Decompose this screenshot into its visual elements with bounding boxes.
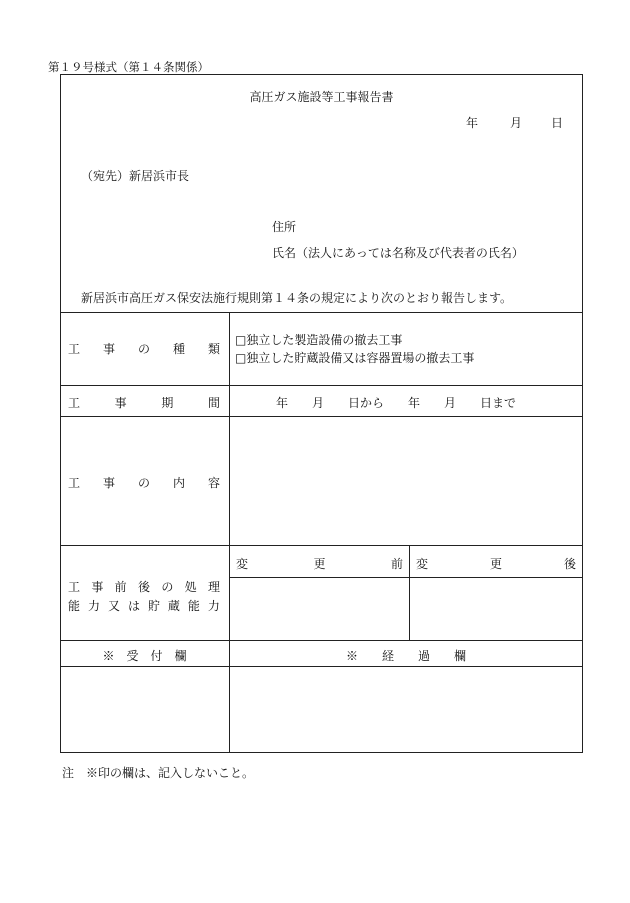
frame-bottom [60, 752, 583, 753]
frame-top [60, 74, 583, 75]
label-char: 後 [137, 580, 150, 594]
label-char: 事 [102, 342, 115, 356]
label-char: 事 [114, 396, 127, 410]
label-char: 間 [207, 396, 220, 410]
label-char: 容 [207, 476, 220, 490]
label-char: 工 [68, 396, 81, 410]
date-year: 年 [466, 116, 479, 130]
label-char: 種 [172, 342, 185, 356]
capacity-before-field[interactable] [231, 579, 408, 639]
work-content-field[interactable] [231, 418, 581, 544]
label-char: の [137, 476, 150, 490]
work-type-option-storage[interactable]: □独立した貯蔵設備又は容器置場の撤去工事 [235, 351, 475, 365]
label-char: 力 [87, 599, 100, 613]
label-char: 内 [172, 476, 185, 490]
name-label: 氏名（法人にあっては名称及び代表者の氏名） [272, 246, 524, 260]
progress-label: ※ 経 過 欄 [345, 649, 466, 663]
date-day: 日 [551, 116, 564, 130]
capacity-after-field[interactable] [411, 579, 581, 639]
label-char: 工 [68, 342, 81, 356]
row-divider [60, 666, 583, 667]
label-char: 更 [313, 557, 326, 571]
label-char: の [161, 580, 174, 594]
progress-field [231, 668, 581, 751]
label-char: 後 [563, 557, 576, 571]
label-char: 工 [68, 476, 81, 490]
row-divider [60, 416, 583, 417]
label-char: 前 [114, 580, 127, 594]
label-char: 力 [207, 599, 220, 613]
row-divider [229, 577, 583, 578]
work-type-option-manufacturing[interactable]: □独立した製造設備の撤去工事 [235, 333, 403, 347]
label-char: 事 [91, 580, 104, 594]
capacity-after-label [416, 555, 576, 572]
footnote: 注 ※印の欄は、記入しないこと。 [62, 766, 255, 780]
label-char: 事 [102, 476, 115, 490]
label-char: の [137, 342, 150, 356]
label-char: は [127, 599, 140, 613]
frame-right [582, 74, 583, 753]
capacity-label-line1 [68, 578, 220, 595]
label-char: 工 [68, 580, 81, 594]
work-type-label [68, 340, 220, 357]
date-month: 月 [510, 116, 523, 130]
label-char: 変 [416, 557, 429, 571]
label-char: 期 [161, 396, 174, 410]
work-content-label [68, 474, 220, 491]
label-char: 又 [107, 599, 120, 613]
label-char: 蔵 [167, 599, 180, 613]
row-divider [60, 385, 583, 386]
address-label: 住所 [272, 220, 297, 234]
label-char: 前 [390, 557, 403, 571]
row-divider [60, 545, 583, 546]
label-char: 処 [184, 580, 197, 594]
reception-label: ※ 受 付 欄 [102, 649, 187, 663]
work-period-field[interactable]: 年 月 日から 年 月 日まで [276, 396, 517, 410]
capacity-label-line2 [68, 597, 220, 614]
column-divider [409, 545, 410, 641]
row-divider [60, 640, 583, 641]
label-char: 変 [236, 557, 249, 571]
statement-text: 新居浜市高圧ガス保安法施行規則第１４条の規定により次のとおり報告します。 [81, 291, 513, 305]
capacity-before-label [236, 555, 403, 572]
label-char: 能 [68, 599, 81, 613]
label-char: 貯 [147, 599, 160, 613]
label-char: 更 [489, 557, 502, 571]
label-char: 能 [187, 599, 200, 613]
row-divider [60, 312, 583, 313]
column-divider [229, 312, 230, 753]
form-number: 第１９号様式（第１４条関係） [48, 60, 209, 74]
work-period-label [68, 394, 220, 411]
reception-field [62, 668, 228, 751]
label-char: 類 [207, 342, 220, 356]
addressee: （宛先）新居浜市長 [81, 169, 190, 183]
form-title: 高圧ガス施設等工事報告書 [249, 90, 394, 104]
label-char: 理 [207, 580, 220, 594]
